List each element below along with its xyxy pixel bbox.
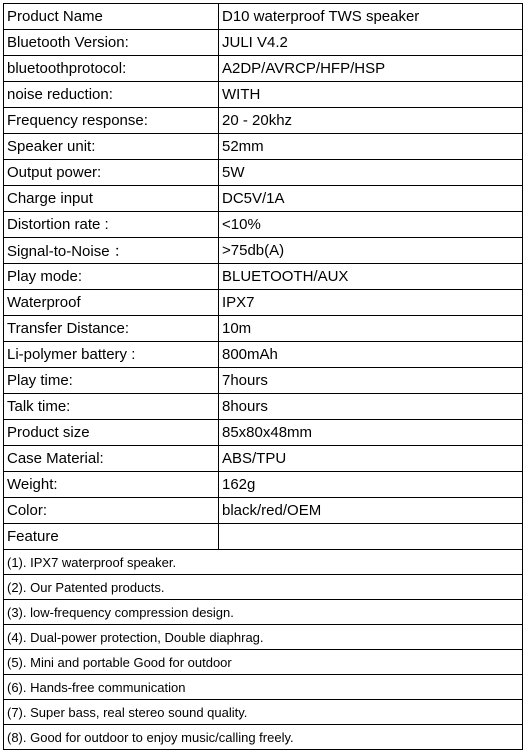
spec-row — [4, 498, 523, 524]
spec-row — [4, 264, 523, 290]
spec-label: Product Name — [4, 4, 219, 30]
feature-heading: Feature — [4, 524, 219, 550]
spec-label: Case Material: — [4, 446, 219, 472]
spec-row — [4, 4, 523, 30]
spec-value: >75db(A) — [219, 238, 523, 264]
spec-row — [4, 82, 523, 108]
spec-label: Signal-to-Noise ： — [4, 238, 219, 264]
spec-value: 85x80x48mm — [219, 420, 523, 446]
feature-item: (5). Mini and portable Good for outdoor — [4, 650, 523, 675]
feature-heading-row — [4, 524, 523, 550]
spec-label: noise reduction: — [4, 82, 219, 108]
spec-row — [4, 472, 523, 498]
spec-value: 52mm — [219, 134, 523, 160]
spec-value: IPX7 — [219, 290, 523, 316]
spec-value: 20 - 20khz — [219, 108, 523, 134]
feature-row — [4, 700, 523, 725]
spec-label: Speaker unit: — [4, 134, 219, 160]
spec-value: 7hours — [219, 368, 523, 394]
spec-label: Talk time: — [4, 394, 219, 420]
feature-heading-empty-cell — [219, 524, 523, 550]
feature-item: (6). Hands-free communication — [4, 675, 523, 700]
spec-table-body — [4, 4, 523, 750]
spec-label: Li-polymer battery : — [4, 342, 219, 368]
spec-value: black/red/OEM — [219, 498, 523, 524]
spec-label: bluetoothprotocol: — [4, 56, 219, 82]
spec-label: Transfer Distance: — [4, 316, 219, 342]
spec-row — [4, 56, 523, 82]
spec-value: 5W — [219, 160, 523, 186]
spec-row — [4, 134, 523, 160]
spec-row — [4, 368, 523, 394]
feature-item: (1). IPX7 waterproof speaker. — [4, 550, 523, 575]
spec-row — [4, 212, 523, 238]
spec-label: Distortion rate : — [4, 212, 219, 238]
feature-row — [4, 675, 523, 700]
spec-value: BLUETOOTH/AUX — [219, 264, 523, 290]
spec-label: Play time: — [4, 368, 219, 394]
feature-item: (3). low-frequency compression design. — [4, 600, 523, 625]
spec-row — [4, 108, 523, 134]
spec-value: 8hours — [219, 394, 523, 420]
spec-row — [4, 342, 523, 368]
spec-label: Output power: — [4, 160, 219, 186]
spec-row — [4, 238, 523, 264]
spec-row — [4, 160, 523, 186]
feature-item: (4). Dual-power protection, Double diaphrag. — [4, 625, 523, 650]
spec-value: 162g — [219, 472, 523, 498]
feature-item: (8). Good for outdoor to enjoy music/calling freely. — [4, 725, 523, 750]
spec-row — [4, 186, 523, 212]
spec-value: 10m — [219, 316, 523, 342]
spec-label: Waterproof — [4, 290, 219, 316]
spec-row — [4, 30, 523, 56]
spec-label: Color: — [4, 498, 219, 524]
spec-row — [4, 316, 523, 342]
spec-label: Charge input — [4, 186, 219, 212]
feature-row — [4, 550, 523, 575]
spec-label: Bluetooth Version: — [4, 30, 219, 56]
spec-label: Play mode: — [4, 264, 219, 290]
spec-row — [4, 420, 523, 446]
spec-row — [4, 394, 523, 420]
spec-value: 800mAh — [219, 342, 523, 368]
spec-value: D10 waterproof TWS speaker — [219, 4, 523, 30]
spec-value: JULI V4.2 — [219, 30, 523, 56]
spec-sheet — [3, 3, 523, 750]
spec-value: A2DP/AVRCP/HFP/HSP — [219, 56, 523, 82]
spec-row — [4, 290, 523, 316]
spec-value: WITH — [219, 82, 523, 108]
feature-row — [4, 600, 523, 625]
feature-row — [4, 650, 523, 675]
feature-row — [4, 625, 523, 650]
spec-label: Frequency response: — [4, 108, 219, 134]
spec-label: Product size — [4, 420, 219, 446]
spec-value: <10% — [219, 212, 523, 238]
spec-table — [3, 3, 523, 750]
spec-row — [4, 446, 523, 472]
feature-item: (2). Our Patented products. — [4, 575, 523, 600]
feature-row — [4, 575, 523, 600]
feature-item: (7). Super bass, real stereo sound quality. — [4, 700, 523, 725]
spec-value: DC5V/1A — [219, 186, 523, 212]
spec-value: ABS/TPU — [219, 446, 523, 472]
spec-label: Weight: — [4, 472, 219, 498]
